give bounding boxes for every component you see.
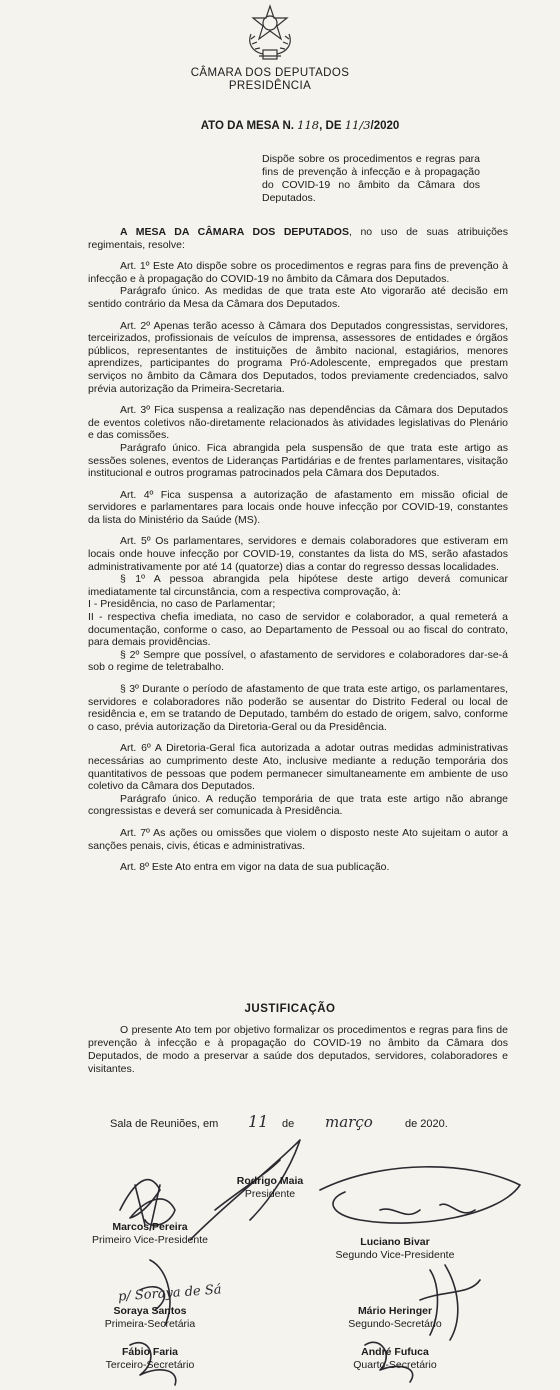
handwritten-note: p/ Soraya de Sá [117, 1282, 222, 1305]
act-mid: , DE [319, 120, 342, 132]
document-body [88, 226, 508, 883]
article-5-item-1: I - Presidência, no caso de Parlamentar; [88, 598, 276, 611]
article-5-section-1: § 1º A pessoa abrangida pela hipótese deste artigo deverá comunicar imediatamente tal circunstância, com a respectiva comprovação, à: [88, 573, 508, 598]
justification-title: JUSTIFICAÇÃO [244, 1003, 336, 1015]
closing-month: março [325, 1113, 373, 1131]
department-name: PRESIDÊNCIA [228, 80, 312, 92]
signatory-fourth-secretary [300, 1346, 490, 1372]
signatory-president [175, 1175, 365, 1201]
article-6: Art. 6º A Diretoria-Geral fica autorizada a adotar outras medidas administrativas necessárias ao cumprimento deste Ato, inclusive mediante a redução temporária dos quantitativos de pessoas que podem permanecer simultaneamente em ambiente de uso coletivo da Câmara dos Deputados. [88, 742, 508, 793]
act-title [150, 118, 450, 132]
signatory-first-secretary [55, 1305, 245, 1331]
signatory-name: Luciano Bivar [360, 1236, 430, 1248]
article-2: Art. 2º Apenas terão acesso à Câmara dos Deputados congressistas, servidores, terceirizados, profissionais de veículos de imprensa, assessores de entidades e órgãos públicos, representantes de instituições de âmbito nacional, estagiários, menores aprendizes, participantes do programa Pró-Adolescente, empregados que prestam serviços no âmbito da Câmara dos Deputados, todos previamente credenciados, salvo prévia autorização da Primeira-Secretaria. [88, 319, 508, 395]
act-year: /2020 [370, 120, 400, 132]
article-4: Art. 4º Fica suspensa a autorização de afastamento em missão oficial de servidores e parlamentares para locais onde houve infecção por COVID-19, constantes da lista do Ministério da Saúde (MS). [88, 488, 508, 526]
justification-text: O presente Ato tem por objetivo formalizar os procedimentos e regras para fins de prevenção à infecção e à propagação do COVID-19 no âmbito da Câmara dos Deputados, de modo a preservar a saúde dos deputados, servidores, colaboradores e visitantes. [88, 1024, 508, 1075]
closing-day: 11 [248, 1112, 269, 1131]
signatory-second-secretary [300, 1305, 490, 1331]
act-prefix: ATO DA MESA N. [200, 120, 294, 132]
preamble [88, 226, 508, 251]
article-1-paragraph: Parágrafo único. As medidas de que trata este Ato vigorarão até decisão em sentido contrário da Mesa da Câmara dos Deputados. [88, 285, 508, 310]
ementa: Dispõe sobre os procedimentos e regras para fins de prevenção à infecção e à propagação do COVID-19 no âmbito da Câmara dos Deputados. [262, 153, 480, 204]
article-7: Art. 7º As ações ou omissões que violem o disposto neste Ato sujeitam o autor a sanções penais, civis, éticas e administrativas. [88, 826, 508, 852]
closing-place: Sala de Reuniões, em [110, 1118, 219, 1130]
signatory-role: Segundo Vice-Presidente [335, 1249, 455, 1261]
signatory-name: Fábio Faria [121, 1346, 178, 1358]
closing-year: de 2020. [405, 1118, 448, 1130]
article-3-paragraph: Parágrafo único. Fica abrangida pela suspensão de que trata este artigo as sessões solenes, eventos de Lideranças Partidárias e de frentes parlamentares, visitação institucional e outros programas patrocinados pela Câmara dos Deputados. [88, 441, 508, 480]
institution-name: CÂMARA DOS DEPUTADOS [190, 67, 350, 79]
signatory-name: André Fufuca [361, 1346, 429, 1358]
act-date: 11/3 [344, 118, 371, 132]
article-5: Art. 5º Os parlamentares, servidores e demais colaboradores que estiveram em locais onde houve infecção por COVID-19, constantes da lista do MS, serão afastados administrativamente por até 14 (quatorze) dias a contar do regresso dessas localidades. [88, 535, 508, 573]
signatory-first-vice-president [55, 1221, 245, 1247]
signatory-role: Presidente [244, 1188, 296, 1200]
preamble-lead: A MESA DA CÂMARA DOS DEPUTADOS [120, 226, 349, 238]
signatory-name: Rodrigo Maia [236, 1175, 304, 1187]
closing-de: de [282, 1118, 295, 1130]
preamble-rest: , no uso de suas atribuições regimentais, resolve: [88, 226, 509, 251]
signatory-role: Terceiro-Secretário [105, 1359, 195, 1371]
signatory-second-vice-president [300, 1236, 490, 1262]
article-6-paragraph: Parágrafo único. A redução temporária de que trata este artigo não abrange congressistas e deverá ser comunicada à Presidência. [88, 792, 508, 818]
signatory-role: Primeira-Secretária [104, 1318, 196, 1330]
signatory-third-secretary [55, 1346, 245, 1372]
article-1: Art. 1º Este Ato dispõe sobre os procedimentos e regras para fins de prevenção à infecção e à propagação do COVID-19 no âmbito da Câmara dos Deputados. [88, 260, 508, 285]
signatory-role: Primeiro Vice-Presidente [92, 1234, 208, 1246]
signatory-role: Segundo-Secretário [348, 1318, 442, 1330]
article-5-item-2: II - respectiva chefia imediata, no caso de servidor e colaborador, a qual remeterá a documentação, conforme o caso, ao Departamento de Pessoal ou ao fiscal do contrato, para demais providências. [88, 611, 508, 649]
article-5-section-3: § 3º Durante o período de afastamento de que trata este artigo, os parlamentares, servidores e colaboradores não poderão se ausentar do Distrito Federal ou local de residência e, em se tratando de Deputado, também do estado de origem, salvo, conforme o caso, prévia autorização da Diretoria-Geral ou da Presidência. [88, 683, 508, 733]
signatory-name: Mário Heringer [357, 1305, 433, 1317]
article-5-section-2: § 2º Sempre que possível, o afastamento de servidores e colaboradores dar-se-á sob o regime de teletrabalho. [88, 648, 508, 674]
signatory-role: Quarto-Secretário [353, 1359, 437, 1371]
signatory-name: Marcos Pereira [112, 1221, 188, 1233]
act-number: 118 [297, 118, 320, 132]
coat-of-arms-icon [245, 4, 295, 62]
article-3: Art. 3º Fica suspensa a realização nas dependências da Câmara dos Deputados de eventos coletivos não-diretamente relacionados às atividades legislativas do Plenário e das comissões. [88, 404, 508, 442]
article-8: Art. 8º Este Ato entra em vigor na data de sua publicação. [120, 861, 390, 874]
signatory-name: Soraya Santos [113, 1305, 187, 1317]
